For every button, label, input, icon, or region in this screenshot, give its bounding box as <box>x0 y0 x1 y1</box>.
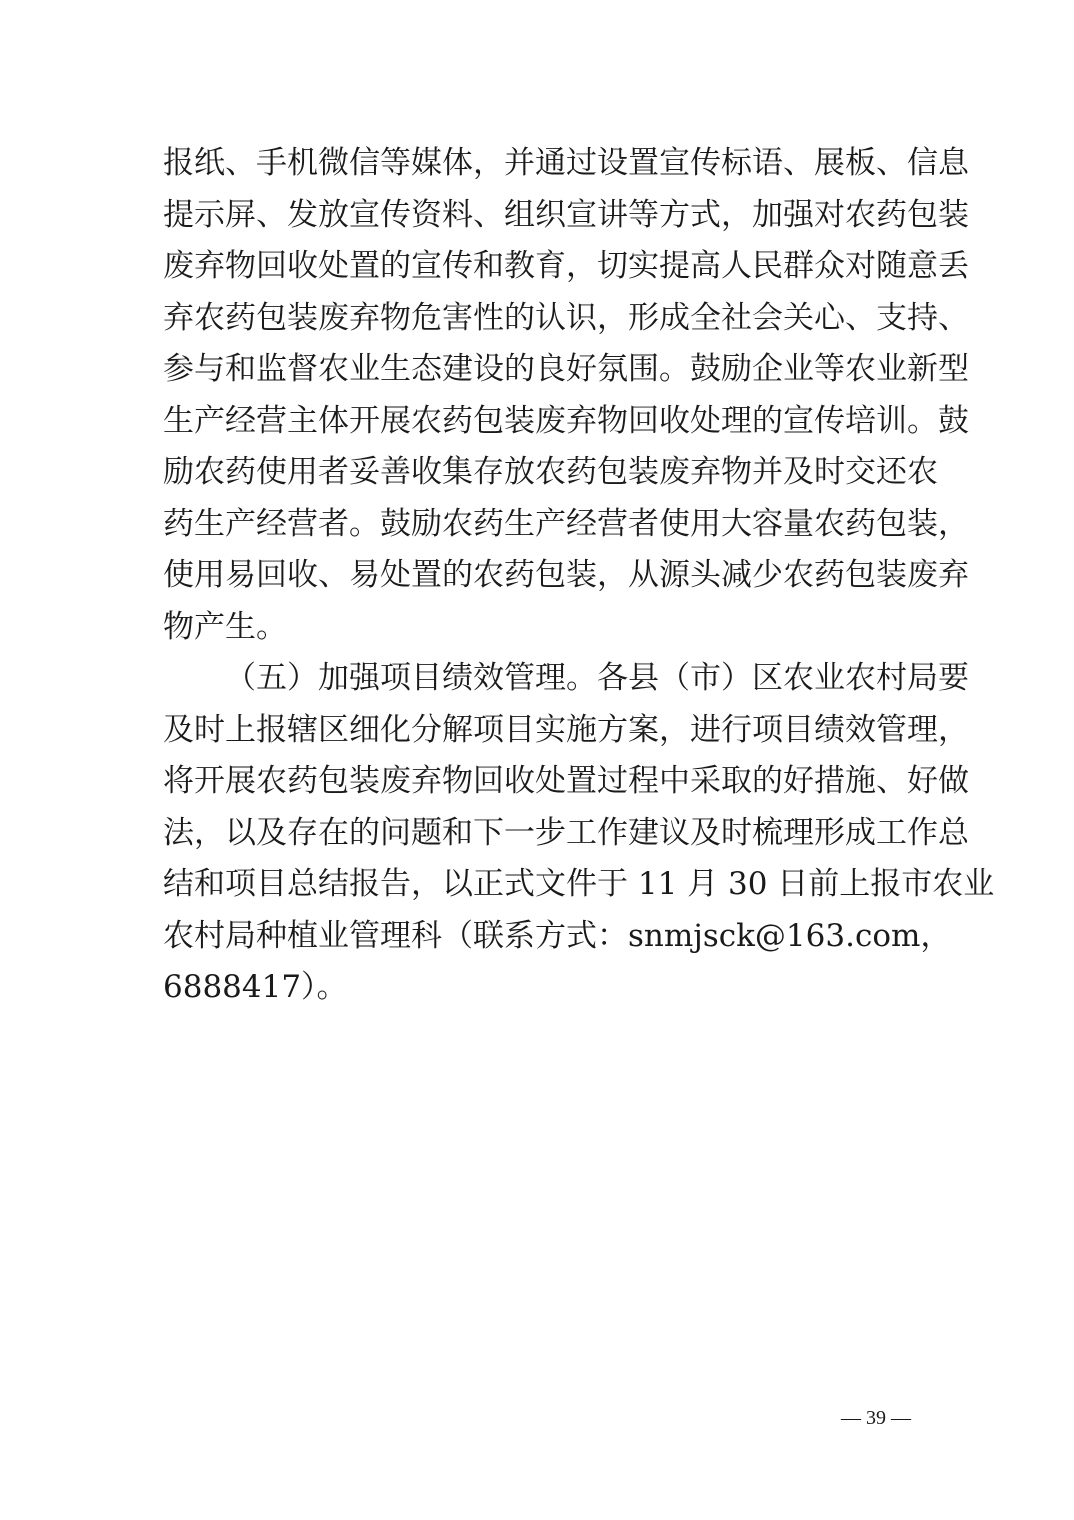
paragraph-2-line-4: 法，以及存在的问题和下一步工作建议及时梳理形成工作总 <box>163 814 969 851</box>
paragraph-1-line-7: 励农药使用者妥善收集存放农药包装废弃物并及时交还农 <box>163 454 938 490</box>
paragraph-1-line-2: 提示屏、发放宣传资料、组织宣讲等方式，加强对农药包装 <box>163 196 969 233</box>
document-body <box>163 138 995 1014</box>
paragraph-2-line-7: 6888417）。 <box>163 969 348 1005</box>
paragraph-2-line-5: 结和项目总结报告，以正式文件于 11 月 30 日前上报市农业 <box>163 866 995 902</box>
paragraph-1-line-10: 物产生。 <box>163 608 287 645</box>
paragraph-1-line-5: 参与和监督农业生态建设的良好氛围。鼓励企业等农业新型 <box>163 351 969 387</box>
paragraph-2-line-1: （五）加强项目绩效管理。各县（市）区农业农村局要 <box>225 660 969 696</box>
paragraph-1-line-6: 生产经营主体开展农药包装废弃物回收处理的宣传培训。鼓 <box>163 402 969 439</box>
paragraph-1-line-1: 报纸、手机微信等媒体，并通过设置宣传标语、展板、信息 <box>163 145 969 181</box>
paragraph-1-line-4: 弃农药包装废弃物危害性的认识，形成全社会关心、支持、 <box>163 299 969 336</box>
paragraph-1-line-3: 废弃物回收处置的宣传和教育，切实提高人民群众对随意丢 <box>163 248 969 284</box>
paragraph-1-line-9: 使用易回收、易处置的农药包装，从源头减少农药包装废弃 <box>163 557 969 593</box>
paragraph-2-line-6: 农村局种植业管理科（联系方式：snmjsck@163.com， <box>163 917 952 954</box>
paragraph-2-line-3: 将开展农药包装废弃物回收处置过程中采取的好措施、好做 <box>163 763 969 799</box>
page-number: — 39 — <box>841 1407 911 1429</box>
paragraph-1-line-8: 药生产经营者。鼓励农药生产经营者使用大容量农药包装， <box>163 505 969 542</box>
paragraph-2-line-2: 及时上报辖区细化分解项目实施方案，进行项目绩效管理， <box>163 711 969 748</box>
